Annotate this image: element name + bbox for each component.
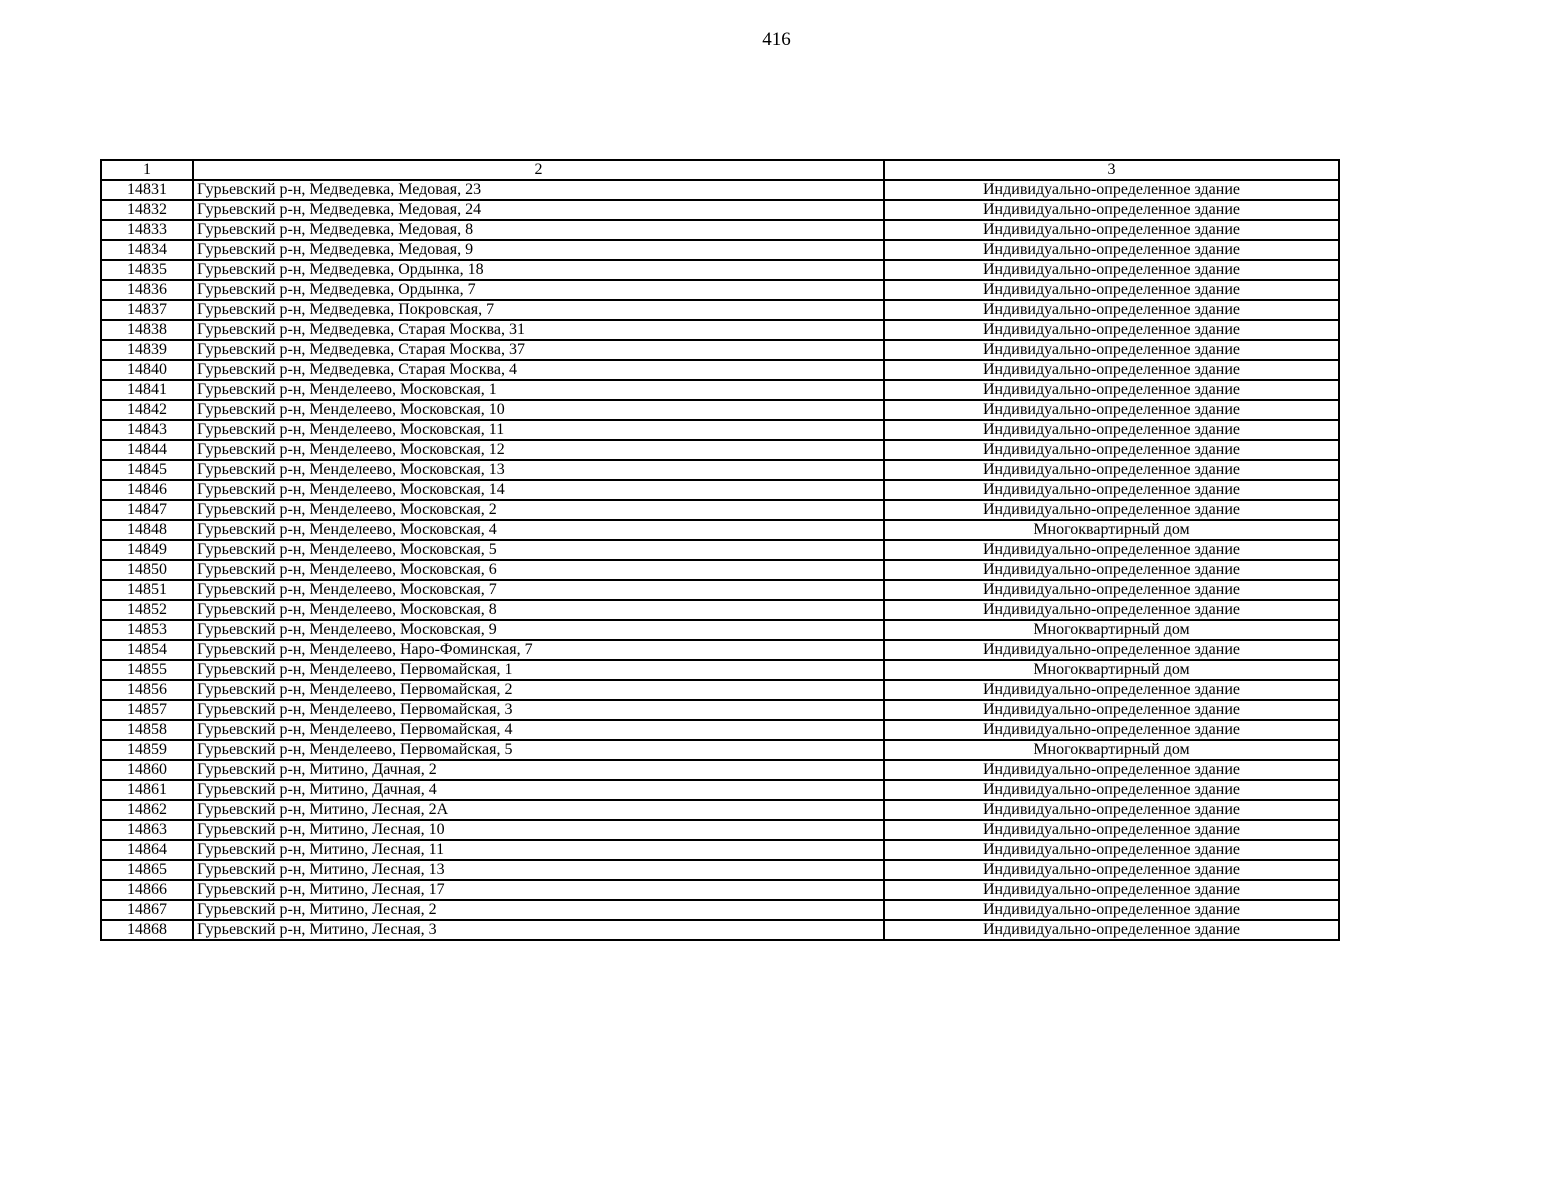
- table-row: [101, 420, 1339, 440]
- row-number-cell: 14833: [101, 220, 193, 240]
- object-type-cell: Индивидуально-определенное здание: [884, 540, 1339, 560]
- table-row: [101, 340, 1339, 360]
- object-type-cell: Индивидуально-определенное здание: [884, 480, 1339, 500]
- row-number-cell: 14848: [101, 520, 193, 540]
- table-row: [101, 740, 1339, 760]
- address-cell: Гурьевский р-н, Менделеево, Первомайская, 1: [193, 660, 884, 680]
- table-row: [101, 380, 1339, 400]
- object-type-cell: Индивидуально-определенное здание: [884, 880, 1339, 900]
- object-type-cell: Многоквартирный дом: [884, 660, 1339, 680]
- row-number-cell: 14855: [101, 660, 193, 680]
- object-type-cell: Индивидуально-определенное здание: [884, 260, 1339, 280]
- address-cell: Гурьевский р-н, Менделеево, Московская, 6: [193, 560, 884, 580]
- row-number-cell: 14864: [101, 840, 193, 860]
- address-cell: Гурьевский р-н, Менделеево, Московская, 12: [193, 440, 884, 460]
- page-number: 416: [762, 29, 791, 50]
- address-cell: Гурьевский р-н, Медведевка, Медовая, 23: [193, 180, 884, 200]
- address-cell: Гурьевский р-н, Митино, Лесная, 2А: [193, 800, 884, 820]
- table-row: [101, 760, 1339, 780]
- column-header-3: 3: [884, 160, 1339, 180]
- address-cell: Гурьевский р-н, Менделеево, Первомайская, 4: [193, 720, 884, 740]
- object-type-cell: Индивидуально-определенное здание: [884, 200, 1339, 220]
- row-number-cell: 14849: [101, 540, 193, 560]
- table-row: [101, 800, 1339, 820]
- table-row: [101, 560, 1339, 580]
- table-row: [101, 620, 1339, 640]
- address-cell: Гурьевский р-н, Менделеево, Московская, 8: [193, 600, 884, 620]
- object-type-cell: Индивидуально-определенное здание: [884, 640, 1339, 660]
- object-type-cell: Индивидуально-определенное здание: [884, 420, 1339, 440]
- table-row: [101, 880, 1339, 900]
- table-row: [101, 580, 1339, 600]
- table-row: [101, 240, 1339, 260]
- address-cell: Гурьевский р-н, Медведевка, Старая Москва, 4: [193, 360, 884, 380]
- row-number-cell: 14863: [101, 820, 193, 840]
- address-cell: Гурьевский р-н, Менделеево, Московская, 14: [193, 480, 884, 500]
- row-number-cell: 14865: [101, 860, 193, 880]
- object-type-cell: Индивидуально-определенное здание: [884, 800, 1339, 820]
- table-row: [101, 540, 1339, 560]
- address-cell: Гурьевский р-н, Менделеево, Московская, 5: [193, 540, 884, 560]
- table-row: [101, 720, 1339, 740]
- table-row: [101, 360, 1339, 380]
- table-row: [101, 440, 1339, 460]
- table-row: [101, 600, 1339, 620]
- table-row: [101, 260, 1339, 280]
- object-type-cell: Индивидуально-определенное здание: [884, 760, 1339, 780]
- data-table: [100, 159, 1340, 941]
- row-number-cell: 14843: [101, 420, 193, 440]
- object-type-cell: Индивидуально-определенное здание: [884, 460, 1339, 480]
- row-number-cell: 14842: [101, 400, 193, 420]
- address-cell: Гурьевский р-н, Менделеево, Наро-Фоминская, 7: [193, 640, 884, 660]
- object-type-cell: Индивидуально-определенное здание: [884, 560, 1339, 580]
- row-number-cell: 14861: [101, 780, 193, 800]
- object-type-cell: Индивидуально-определенное здание: [884, 780, 1339, 800]
- table-row: [101, 320, 1339, 340]
- row-number-cell: 14856: [101, 680, 193, 700]
- object-type-cell: Многоквартирный дом: [884, 520, 1339, 540]
- table-row: [101, 780, 1339, 800]
- address-cell: Гурьевский р-н, Митино, Лесная, 10: [193, 820, 884, 840]
- object-type-cell: Индивидуально-определенное здание: [884, 840, 1339, 860]
- object-type-cell: Индивидуально-определенное здание: [884, 180, 1339, 200]
- table-row: [101, 220, 1339, 240]
- table-row: [101, 900, 1339, 920]
- address-cell: Гурьевский р-н, Медведевка, Старая Москва, 37: [193, 340, 884, 360]
- row-number-cell: 14868: [101, 920, 193, 940]
- address-cell: Гурьевский р-н, Менделеево, Московская, 13: [193, 460, 884, 480]
- table-row: [101, 520, 1339, 540]
- row-number-cell: 14860: [101, 760, 193, 780]
- address-cell: Гурьевский р-н, Менделеево, Первомайская, 3: [193, 700, 884, 720]
- object-type-cell: Индивидуально-определенное здание: [884, 700, 1339, 720]
- address-cell: Гурьевский р-н, Медведевка, Медовая, 24: [193, 200, 884, 220]
- address-cell: Гурьевский р-н, Митино, Лесная, 17: [193, 880, 884, 900]
- row-number-cell: 14847: [101, 500, 193, 520]
- table-row: [101, 460, 1339, 480]
- object-type-cell: Индивидуально-определенное здание: [884, 900, 1339, 920]
- address-cell: Гурьевский р-н, Медведевка, Ордынка, 7: [193, 280, 884, 300]
- table-row: [101, 660, 1339, 680]
- object-type-cell: Индивидуально-определенное здание: [884, 820, 1339, 840]
- address-cell: Гурьевский р-н, Менделеево, Московская, 10: [193, 400, 884, 420]
- object-type-cell: Индивидуально-определенное здание: [884, 340, 1339, 360]
- row-number-cell: 14867: [101, 900, 193, 920]
- object-type-cell: Индивидуально-определенное здание: [884, 580, 1339, 600]
- object-type-cell: Индивидуально-определенное здание: [884, 920, 1339, 940]
- row-number-cell: 14854: [101, 640, 193, 660]
- table-row: [101, 300, 1339, 320]
- table-row: [101, 480, 1339, 500]
- row-number-cell: 14851: [101, 580, 193, 600]
- row-number-cell: 14841: [101, 380, 193, 400]
- address-cell: Гурьевский р-н, Митино, Лесная, 2: [193, 900, 884, 920]
- object-type-cell: Индивидуально-определенное здание: [884, 380, 1339, 400]
- object-type-cell: Многоквартирный дом: [884, 620, 1339, 640]
- row-number-cell: 14858: [101, 720, 193, 740]
- row-number-cell: 14846: [101, 480, 193, 500]
- address-cell: Гурьевский р-н, Медведевка, Покровская, 7: [193, 300, 884, 320]
- table-row: [101, 200, 1339, 220]
- row-number-cell: 14852: [101, 600, 193, 620]
- object-type-cell: Индивидуально-определенное здание: [884, 400, 1339, 420]
- address-cell: Гурьевский р-н, Менделеево, Московская, 9: [193, 620, 884, 640]
- address-cell: Гурьевский р-н, Менделеево, Московская, 2: [193, 500, 884, 520]
- table-body: [101, 160, 1339, 940]
- row-number-cell: 14839: [101, 340, 193, 360]
- row-number-cell: 14857: [101, 700, 193, 720]
- address-cell: Гурьевский р-н, Менделеево, Московская, 1: [193, 380, 884, 400]
- address-cell: Гурьевский р-н, Медведевка, Старая Москва, 31: [193, 320, 884, 340]
- column-header-2: 2: [193, 160, 884, 180]
- address-cell: Гурьевский р-н, Митино, Лесная, 11: [193, 840, 884, 860]
- object-type-cell: Индивидуально-определенное здание: [884, 360, 1339, 380]
- object-type-cell: Индивидуально-определенное здание: [884, 720, 1339, 740]
- row-number-cell: 14844: [101, 440, 193, 460]
- row-number-cell: 14837: [101, 300, 193, 320]
- table-row: [101, 280, 1339, 300]
- object-type-cell: Индивидуально-определенное здание: [884, 860, 1339, 880]
- object-type-cell: Индивидуально-определенное здание: [884, 320, 1339, 340]
- table-header-row: [101, 160, 1339, 180]
- row-number-cell: 14835: [101, 260, 193, 280]
- address-cell: Гурьевский р-н, Менделеево, Первомайская, 2: [193, 680, 884, 700]
- object-type-cell: Индивидуально-определенное здание: [884, 220, 1339, 240]
- object-type-cell: Индивидуально-определенное здание: [884, 300, 1339, 320]
- table-row: [101, 700, 1339, 720]
- table-row: [101, 180, 1339, 200]
- object-type-cell: Многоквартирный дом: [884, 740, 1339, 760]
- address-cell: Гурьевский р-н, Митино, Дачная, 4: [193, 780, 884, 800]
- object-type-cell: Индивидуально-определенное здание: [884, 240, 1339, 260]
- address-cell: Гурьевский р-н, Менделеево, Московская, 7: [193, 580, 884, 600]
- address-cell: Гурьевский р-н, Медведевка, Медовая, 8: [193, 220, 884, 240]
- table-row: [101, 400, 1339, 420]
- row-number-cell: 14866: [101, 880, 193, 900]
- row-number-cell: 14845: [101, 460, 193, 480]
- row-number-cell: 14862: [101, 800, 193, 820]
- table-row: [101, 820, 1339, 840]
- address-cell: Гурьевский р-н, Менделеево, Московская, 4: [193, 520, 884, 540]
- row-number-cell: 14840: [101, 360, 193, 380]
- row-number-cell: 14832: [101, 200, 193, 220]
- row-number-cell: 14838: [101, 320, 193, 340]
- table-row: [101, 860, 1339, 880]
- object-type-cell: Индивидуально-определенное здание: [884, 440, 1339, 460]
- object-type-cell: Индивидуально-определенное здание: [884, 680, 1339, 700]
- address-cell: Гурьевский р-н, Митино, Лесная, 3: [193, 920, 884, 940]
- table-row: [101, 680, 1339, 700]
- row-number-cell: 14834: [101, 240, 193, 260]
- address-cell: Гурьевский р-н, Митино, Лесная, 13: [193, 860, 884, 880]
- table-row: [101, 640, 1339, 660]
- address-cell: Гурьевский р-н, Митино, Дачная, 2: [193, 760, 884, 780]
- address-cell: Гурьевский р-н, Медведевка, Ордынка, 18: [193, 260, 884, 280]
- row-number-cell: 14853: [101, 620, 193, 640]
- table-row: [101, 500, 1339, 520]
- table-row: [101, 920, 1339, 940]
- row-number-cell: 14831: [101, 180, 193, 200]
- object-type-cell: Индивидуально-определенное здание: [884, 500, 1339, 520]
- address-cell: Гурьевский р-н, Менделеево, Первомайская, 5: [193, 740, 884, 760]
- object-type-cell: Индивидуально-определенное здание: [884, 600, 1339, 620]
- table-row: [101, 840, 1339, 860]
- row-number-cell: 14859: [101, 740, 193, 760]
- row-number-cell: 14850: [101, 560, 193, 580]
- row-number-cell: 14836: [101, 280, 193, 300]
- object-type-cell: Индивидуально-определенное здание: [884, 280, 1339, 300]
- address-cell: Гурьевский р-н, Медведевка, Медовая, 9: [193, 240, 884, 260]
- column-header-1: 1: [101, 160, 193, 180]
- address-cell: Гурьевский р-н, Менделеево, Московская, 11: [193, 420, 884, 440]
